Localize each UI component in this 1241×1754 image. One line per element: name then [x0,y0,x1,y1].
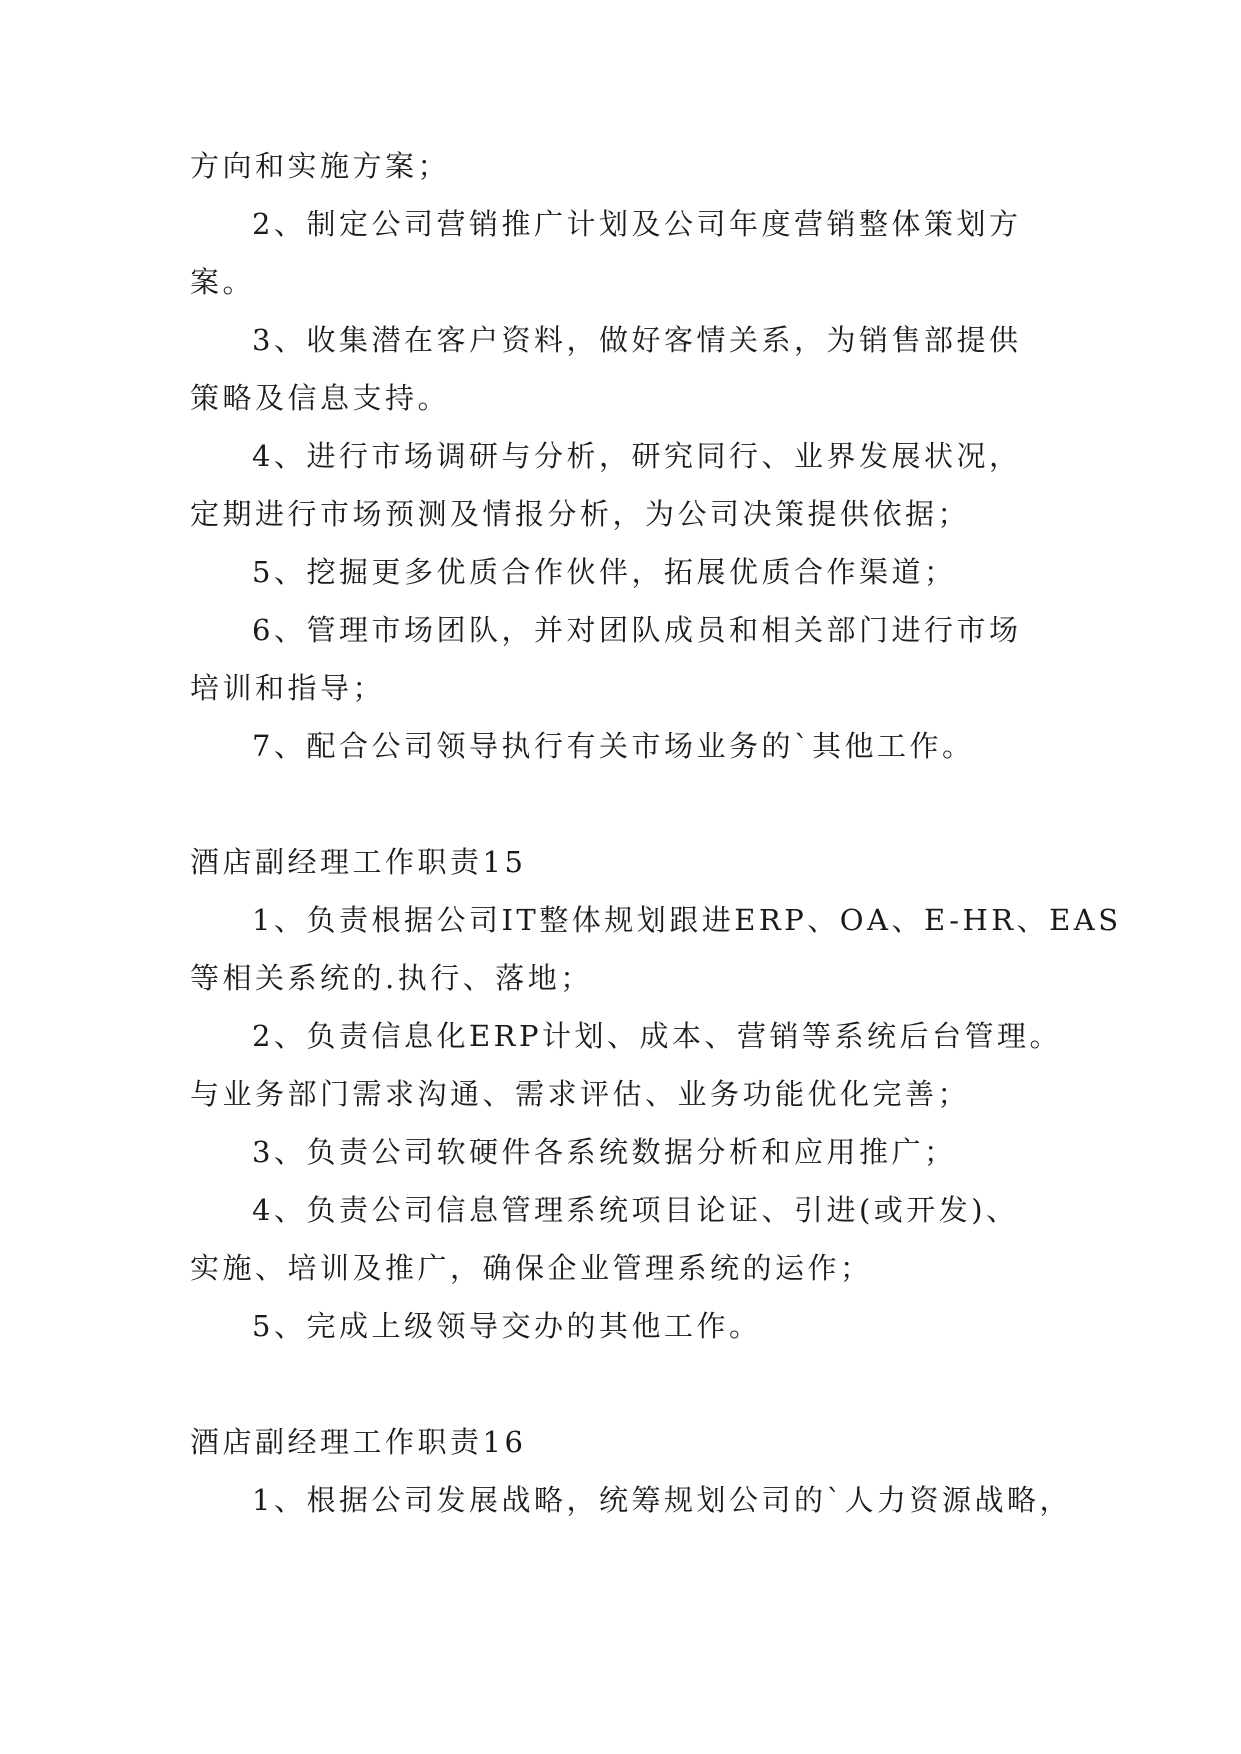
paragraph-line: 7、配合公司领导执行有关市场业务的`其他工作。 [252,729,975,763]
paragraph-line: 2、负责信息化ERP计划、成本、营销等系统后台管理。 [252,1019,1062,1053]
paragraph-line: 培训和指导； [190,671,386,705]
paragraph-line: 等相关系统的.执行、落地； [190,961,593,995]
paragraph-line: 方向和实施方案； [190,149,451,183]
section-heading-15: 酒店副经理工作职责15 [190,845,527,879]
paragraph-line: 策略及信息支持。 [190,381,451,415]
paragraph-line: 实施、培训及推广，确保企业管理系统的运作； [190,1251,873,1285]
paragraph-line: 2、制定公司营销推广计划及公司年度营销整体策划方 [252,207,1022,241]
paragraph-line: 3、收集潜在客户资料，做好客情关系，为销售部提供 [252,323,1022,357]
paragraph-line: 1、负责根据公司IT整体规划跟进ERP、OA、E-HR、EAS [252,903,1122,937]
section-gap [190,775,1070,833]
paragraph-line: 案。 [190,265,256,299]
paragraph-line: 3、负责公司软硬件各系统数据分析和应用推广； [252,1135,957,1169]
paragraph-line: 4、进行市场调研与分析，研究同行、业界发展状况， [252,439,1022,473]
paragraph-line: 6、管理市场团队，并对团队成员和相关部门进行市场 [252,613,1022,647]
paragraph-line: 1、根据公司发展战略，统筹规划公司的`人力资源战略， [252,1483,1072,1517]
paragraph-line: 定期进行市场预测及情报分析，为公司决策提供依据； [190,497,971,531]
section-gap [190,1355,1070,1413]
document-body [190,137,1122,1529]
paragraph-line: 4、负责公司信息管理系统项目论证、引进(或开发)、 [252,1193,1019,1227]
paragraph-line: 5、挖掘更多优质合作伙伴，拓展优质合作渠道； [252,555,957,589]
section-heading-16: 酒店副经理工作职责16 [190,1425,527,1459]
paragraph-line: 与业务部门需求沟通、需求评估、业务功能优化完善； [190,1077,971,1111]
paragraph-line: 5、完成上级领导交办的其他工作。 [252,1309,762,1343]
